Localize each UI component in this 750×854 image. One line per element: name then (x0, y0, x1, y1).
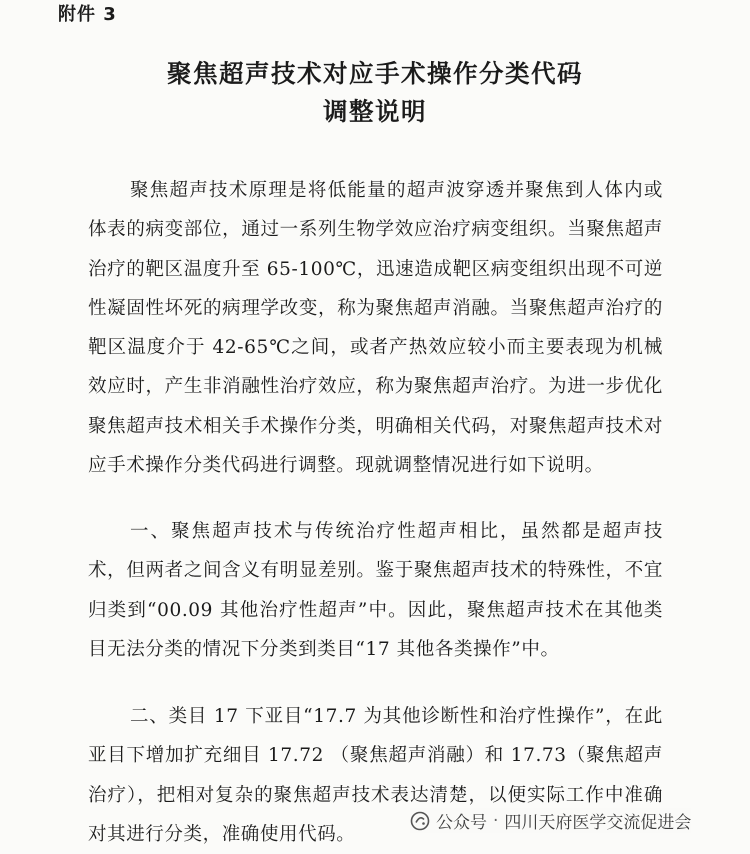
paragraph-section-2: 二、类目 17 下亚目“17.7 为其他诊断性和治疗性操作”，在此亚目下增加扩充细目 17.72 （聚焦超声消融）和 17.73（聚焦超声治疗），把相对复杂的聚焦超声技术表达清楚，以便实际工作中准确对其进行分类，准确使用代码。 (88, 706, 663, 845)
watermark (410, 808, 691, 833)
wechat-official-account-icon (410, 811, 430, 831)
attachment-label: 附件 3 (58, 4, 117, 25)
document-subtitle: 调整说明 (323, 97, 427, 126)
paragraph-intro: 聚焦超声技术原理是将低能量的超声波穿透并聚焦到人体内或体表的病变部位，通过一系列生物学效应治疗病变组织。当聚焦超声治疗的靶区温度升至 65-100℃，迅速造成靶区病变组织出现不可逆性凝固性坏死的病理学改变，称为聚焦超声消融。当聚焦超声治疗的靶区温度介于 42-65℃之间，或者产热效应较小而主要表现为机械效应时，产生非消融性治疗效应，称为聚焦超声治疗。为进一步优化聚焦超声技术相关手术操作分类，明确相关代码，对聚焦超声技术对应手术操作分类代码进行调整。现就调整情况进行如下说明。 (88, 180, 663, 477)
watermark-account-name: 四川天府医学交流促进会 (504, 813, 692, 833)
paragraph-section-1: 一、聚焦超声技术与传统治疗性超声相比，虽然都是超声技术，但两者之间含义有明显差别。鉴于聚焦超声技术的特殊性，不宜归类到“00.09 其他治疗性超声”中。因此，聚焦超声技术在其他类目无法分类的情况下分类到类目“17 其他各类操作”中。 (88, 521, 663, 660)
document-title: 聚焦超声技术对应手术操作分类代码 (167, 59, 583, 88)
watermark-separator: · (493, 810, 499, 831)
watermark-prefix: 公众号 (436, 813, 487, 833)
